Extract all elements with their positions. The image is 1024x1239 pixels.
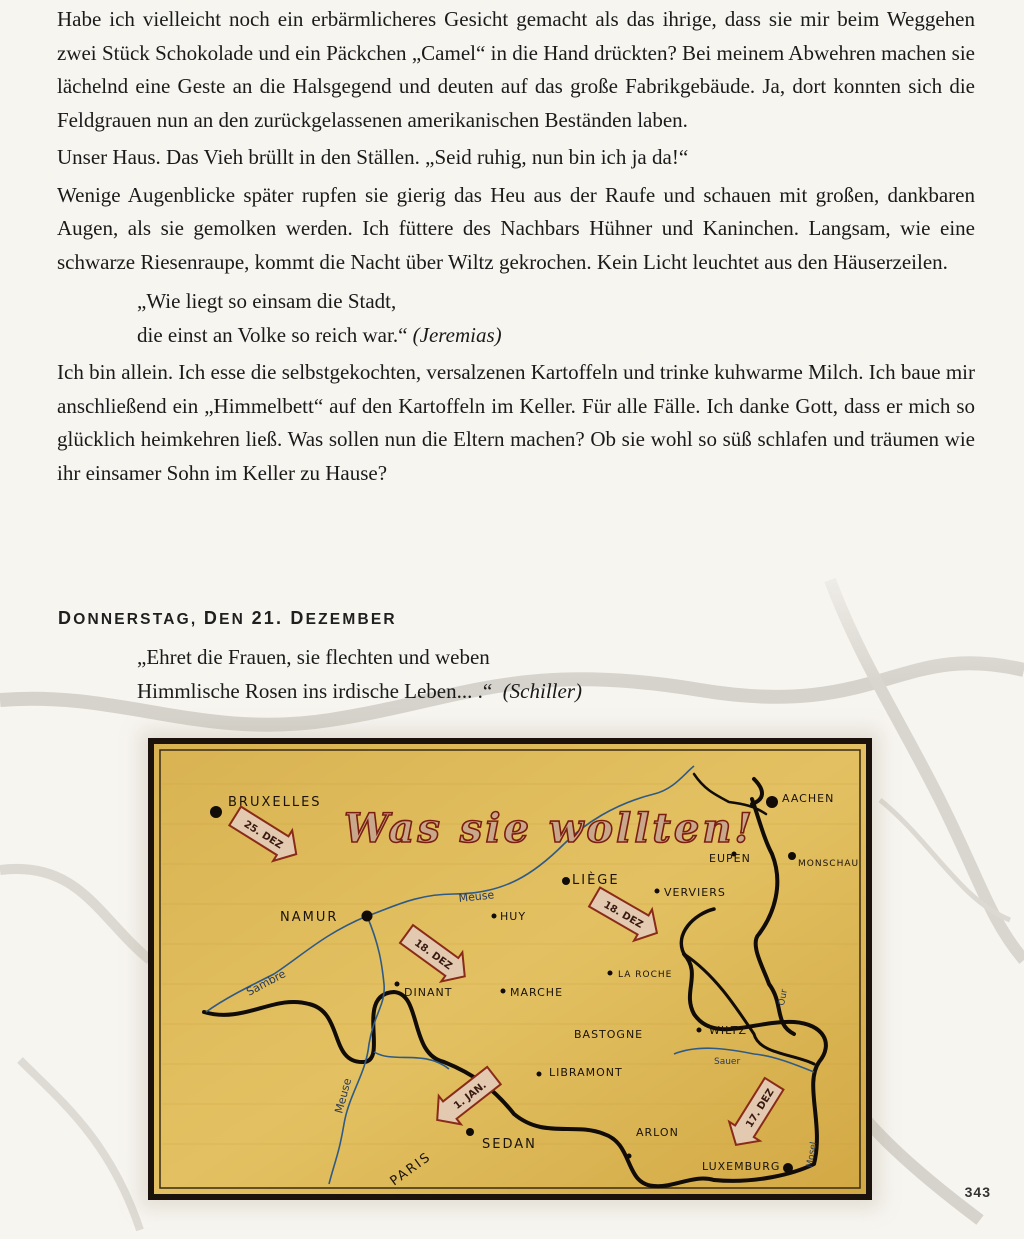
paragraph-2: Unser Haus. Das Vieh brüllt in den Ställen. „Seid ruhig, nun bin ich ja da!“	[57, 145, 689, 169]
city-namur: NAMUR	[280, 910, 339, 925]
city-aachen: AACHEN	[782, 792, 835, 805]
city-huy: HUY	[500, 910, 527, 923]
city-la-roche: LA ROCHE	[618, 970, 673, 980]
city-paris: PARIS	[387, 1149, 435, 1190]
city-sedan: SEDAN	[482, 1137, 537, 1152]
schiller-quote	[137, 640, 582, 708]
city-wiltz: WILTZ	[709, 1024, 747, 1037]
quote2-line-2: Himmlische Rosen ins irdische Leben... .“ (Schiller)	[137, 679, 582, 703]
city-libramont: LIBRAMONT	[549, 1066, 623, 1079]
map-title: Was sie wollten!	[344, 805, 755, 852]
city-arlon: ARLON	[636, 1126, 679, 1139]
section-heading: DONNERSTAG, DEN 21. DEZEMBER	[58, 608, 397, 628]
arrow-label-1: 25. DEZ	[241, 818, 285, 852]
quote-source: (Jeremias)	[412, 322, 502, 347]
quote-line-1: „Wie liegt so einsam die Stadt,	[137, 289, 397, 313]
arrow-label-2: 18. DEZ	[601, 899, 645, 931]
city-luxemburg: LUXEMBURG	[702, 1160, 781, 1173]
city-marche: MARCHE	[510, 986, 564, 999]
arrow-label-3: 18. DEZ	[412, 937, 454, 973]
paragraph-4: Ich bin allein. Ich esse die selbstgekochten, versalzenen Kartoffeln und trinke kuhwarme Milch. Ich baue mir anschließend ein „Himmelbett“ auf den Kartoffeln im Keller. Für alle Fälle. Ich danke Gott, dass er mich so glücklich heimkehren ließ. Was sollen nun die Eltern machen? Ob sie wohl so süß schlafen und träumen wie ihr einsamer Sohn im Keller zu Hause?	[57, 360, 975, 485]
arrow-label-5: 17. DEZ	[744, 1087, 777, 1130]
paragraph-3: Wenige Augenblicke später rupfen sie gierig das Heu aus der Raufe und schauen mit großen, dankbaren Augen, als sie gemolken werden. Ich füttere des Nachbars Hühner und Kaninchen. Langsam, wie eine schwarze Riesenraupe, kommt die Nacht über Wiltz gekrochen. Kein Licht leuchtet aus den Häuserzeilen.	[57, 182, 975, 274]
body-text	[57, 3, 975, 494]
quote2-line-1: „Ehret die Frauen, sie flechten und weben	[137, 645, 490, 669]
city-verviers: VERVIERS	[664, 886, 726, 899]
quote-line-2: die einst an Volke so reich war.“ (Jeremias)	[137, 322, 502, 347]
river-our: Our	[777, 988, 790, 1007]
paragraph-1: Habe ich vielleicht noch ein erbärmlicheres Gesicht gemacht als das ihrige, dass sie mir beim Weggehen zwei Stück Schokolade und ein Päckchen „Camel“ in die Hand drückten? Bei meinem Abwehren machen sie lächelnd eine Geste an die Halsgegend und deuten auf das große Fabrikgebäude. Ja, dort konnten sich die Feldgrauen nun an den zurückgelassenen amerikanischen Beständen laben.	[57, 7, 975, 132]
hand-drawn-map-figure	[148, 738, 872, 1200]
map-image	[154, 744, 866, 1194]
city-bruxelles: BRUXELLES	[228, 795, 322, 810]
river-sambre: Sambre	[244, 967, 288, 999]
city-monschau: MONSCHAU	[798, 859, 860, 869]
city-liege: LIÈGE	[572, 873, 620, 888]
quote2-source: (Schiller)	[502, 679, 582, 703]
city-bastogne: BASTOGNE	[574, 1028, 644, 1041]
city-dinant: DINANT	[404, 986, 453, 999]
river-mosel: Mosel	[805, 1141, 820, 1169]
page-number: 343	[964, 1184, 991, 1200]
city-eupen: EUPEN	[709, 852, 751, 865]
river-meuse-left: Meuse	[332, 1076, 355, 1115]
river-sauer: Sauer	[714, 1057, 741, 1067]
jeremias-quote	[137, 285, 975, 352]
arrow-label-4: 1. JAN.	[452, 1079, 489, 1112]
river-meuse-top: Meuse	[457, 888, 495, 905]
